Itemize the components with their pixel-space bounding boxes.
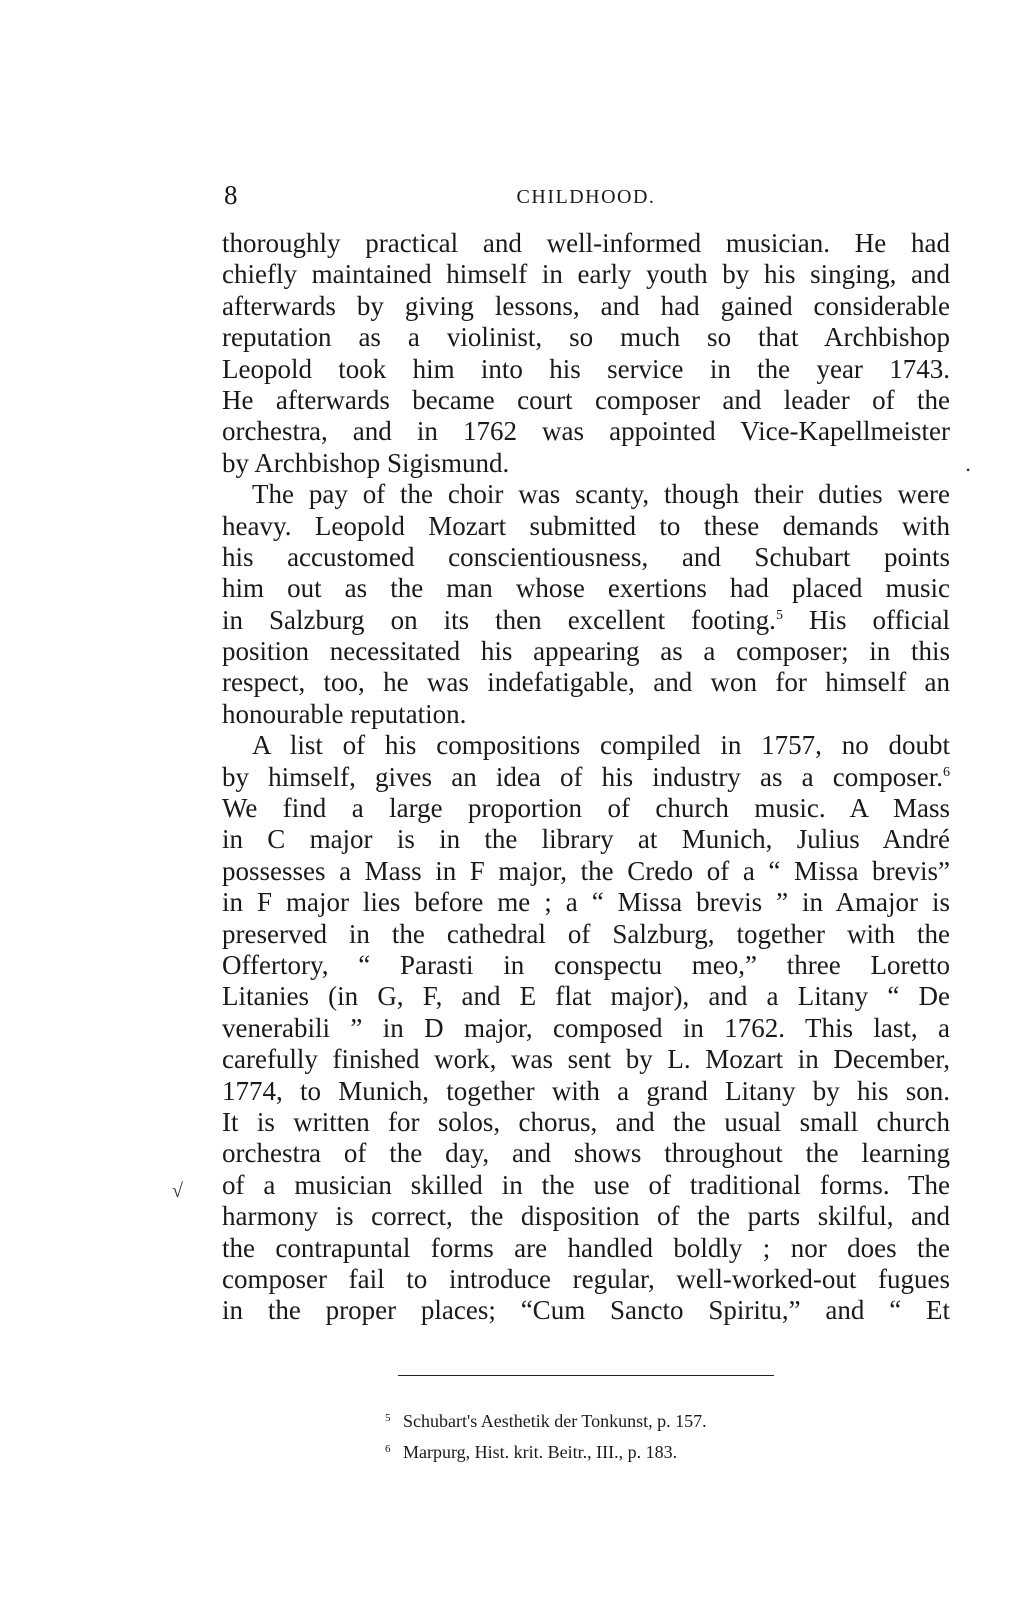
footnotes [385,1404,865,1466]
footnote-mark: 6 [385,1443,391,1455]
footnote-rule [398,1375,774,1376]
text-line: Leopold took him into his service in the year 1743. [222,353,950,384]
text-line: He afterwards became court composer and leader of the [222,384,950,415]
text-segment: in Salzburg on its then excellent footing. [222,604,776,635]
text-line: 1774, to Munich, together with a grand Litany by his son. [222,1075,950,1106]
footnote-text: Marpurg, Hist. krit. Beitr., III., p. 183. [403,1442,678,1462]
paragraph-start-line: A list of his compositions compiled in 1757, no doubt [252,730,950,761]
page-number: 8 [224,180,238,210]
text-line: the contrapuntal forms are handled boldly ; nor does the [222,1232,950,1263]
text-line: in the proper places; “Cum Sancto Spiritu,” and “ Et [222,1295,950,1326]
text-line: Litanies (in G, F, and E flat major), and a Litany “ De [222,981,950,1012]
text-line: orchestra of the day, and shows throughout the learning [222,1138,950,1169]
text-line: him out as the man whose exertions had placed music [222,573,950,604]
page-header [222,180,950,214]
text-line: carefully finished work, was sent by L. Mozart in December, [222,1044,950,1075]
text-line: preserved in the cathedral of Salzburg, together with the [222,918,950,949]
footnote-mark: 5 [385,1412,391,1424]
text-line-with-footnote [222,605,950,636]
body-text [222,228,950,1327]
text-line: venerabili ” in D major, composed in 1762. This last, a [222,1012,950,1043]
text-line: reputation as a violinist, so much so that Archbishop [222,322,950,353]
text-line: thoroughly practical and well-informed musician. He had [222,228,950,258]
text-line: composer fail to introduce regular, well-worked-out fugues [222,1263,950,1294]
text-line: of a musician skilled in the use of traditional forms. The [222,1169,950,1200]
text-line: possesses a Mass in F major, the Credo of a “ Missa brevis” [222,855,950,886]
text-line: respect, too, he was indefatigable, and won for himself an [222,667,950,698]
footnote-ref-6: 6 [943,764,950,780]
text-line: afterwards by giving lessons, and had gained considerable [222,290,950,321]
margin-check-mark: √ [172,1180,183,1202]
text-line: his accustomed conscientiousness, and Schubart points [222,541,950,572]
text-line: orchestra, and in 1762 was appointed Vice-Kapellmeister [222,416,950,447]
text-line: honourable reputation. [222,698,467,729]
footnote-ref-5: 5 [775,607,783,623]
text-segment: His official [808,604,951,635]
text-line: position necessitated his appearing as a composer; in this [222,636,950,667]
text-line: heavy. Leopold Mozart submitted to these demands with [222,510,950,541]
text-line: by Archbishop Sigismund. [222,447,510,478]
text-line: Offertory, “ Parasti in conspectu meo,” three Loretto [222,949,950,980]
paragraph-start-line: The pay of the choir was scanty, though their duties were [252,479,950,510]
margin-dot-mark: • [966,463,971,477]
text-line: in F major lies before me ; a “ Missa brevis ” in Amajor is [222,887,950,918]
text-segment: by himself, gives an idea of his industry as a composer. [222,761,943,792]
text-line: chiefly maintained himself in early youth by his singing, and [222,259,950,290]
running-head: CHILDHOOD. [516,186,656,208]
text-line: in C major is in the library at Munich, Julius André [222,824,950,855]
text-line: It is written for solos, chorus, and the usual small church [222,1106,950,1137]
footnote-6 [385,1435,865,1466]
text-line-with-footnote [222,762,950,793]
footnote-text: Schubart's Aesthetik der Tonkunst, p. 157. [403,1411,707,1431]
footnote-5 [385,1404,865,1435]
text-line: harmony is correct, the disposition of the parts skilful, and [222,1201,950,1232]
text-line: We find a large proportion of church music. A Mass [222,793,950,824]
